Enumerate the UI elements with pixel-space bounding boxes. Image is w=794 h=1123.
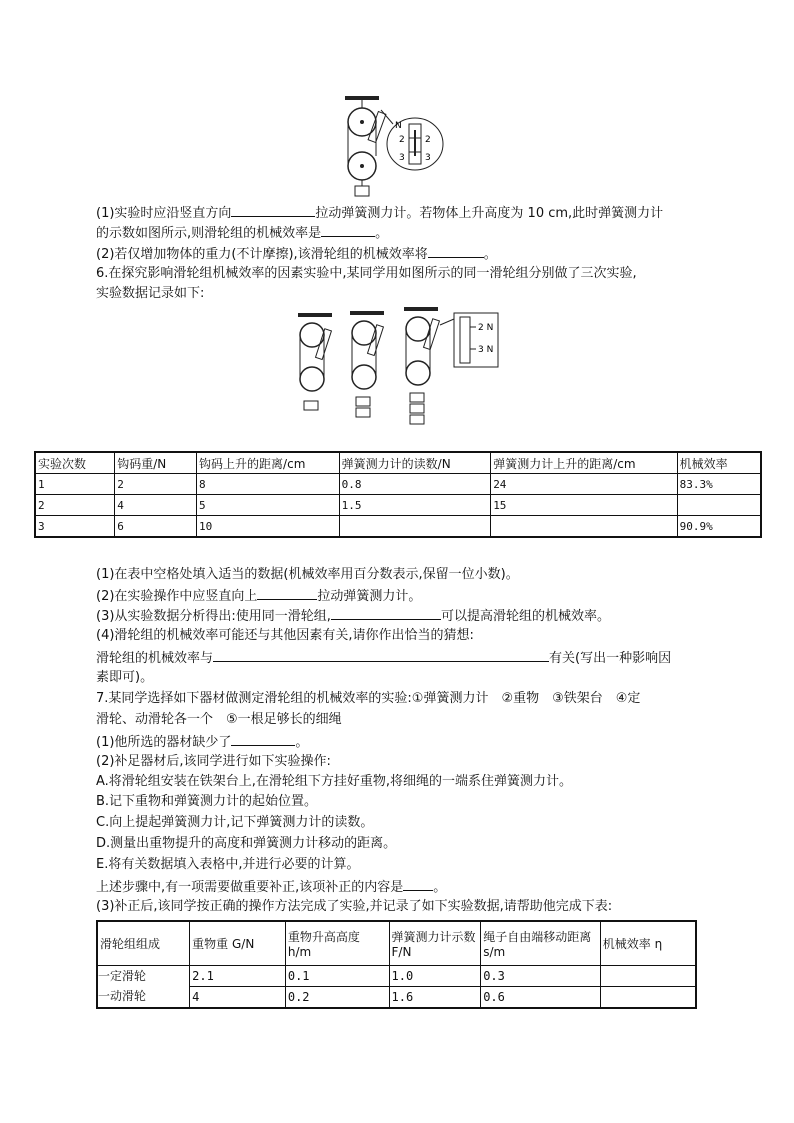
table-row [97,965,696,986]
q6-header-reading: 弹簧测力计的读数/N [339,452,491,474]
q5-part1-line2 [96,222,388,244]
q7-header-efficiency: 机械效率 η [600,921,696,965]
q6-stem-line2: 实验数据记录如下: [96,286,205,301]
table-cell: 1.5 [339,495,491,516]
q7-blank-missing[interactable] [231,731,295,746]
fig1-tick-2: 2 [399,135,405,145]
table-cell-blank[interactable] [600,986,696,1008]
q6-part2-text: (2)在实验操作中应竖直向上 [96,589,258,604]
q7-header-weight: 重物重 G/N [190,921,286,965]
q6-blank-factor[interactable] [213,647,549,662]
q6-data-table [34,451,762,538]
q6-part3-text: (3)从实验数据分析得出:使用同一滑轮组, [96,609,331,624]
q7-fix-text: 上述步骤中,有一项需要做重要补正,该项补正的内容是 [96,880,404,895]
table-cell: 4 [190,986,286,1008]
table-cell: 0.1 [285,965,389,986]
table-cell: 10 [197,516,340,538]
q7-group-cell [97,965,190,1008]
pulley-figure-2 [290,305,500,433]
table-cell: 24 [491,474,677,495]
fig1-n-label: N [395,121,402,131]
table-cell: 1.0 [389,965,481,986]
q5-part2-line [96,243,497,265]
table-cell: 2 [35,495,115,516]
q7-fix [96,876,446,898]
q5-part2-text: (2)若仅增加物体的重力(不计摩擦),该滑轮组的机械效率将 [96,247,428,262]
table-row [35,495,761,516]
table-row [35,474,761,495]
q6-part1: (1)在表中空格处填入适当的数据(机械效率用百分数表示,保留一位小数)。 [96,567,519,582]
table-cell: 2 [115,474,197,495]
table-cell-blank[interactable] [339,516,491,538]
q6-stem-line1: 6.在探究影响滑轮组机械效率的因素实验中,某同学用如图所示的同一滑轮组分别做了三次实验, [96,266,637,281]
q7-part1 [96,731,308,753]
q7-header-reading: 弹簧测力计示数 F/N [389,921,481,965]
table-cell-blank[interactable] [600,965,696,986]
q7-group-movable: 一动滑轮 [98,989,147,1003]
q5-blank-efficiency[interactable] [321,222,375,237]
fig2-scale-3n: 3 N [478,345,494,355]
q7-step-a: A.将滑轮组安装在铁架台上,在滑轮组下方挂好重物,将细绳的一端系住弹簧测力计。 [96,774,573,789]
q7-data-table [96,920,697,1009]
q6-part3-text-b: 可以提高滑轮组的机械效率。 [440,609,610,624]
q6-header-rise: 钩码上升的距离/cm [197,452,340,474]
q7-step-c: C.向上提起弹簧测力计,记下弹簧测力计的读数。 [96,815,374,830]
q7-step-e: E.将有关数据填入表格中,并进行必要的计算。 [96,857,360,872]
q6-part4-end: 素即可)。 [96,670,154,685]
q6-header-efficiency: 机械效率 [677,452,761,474]
table-cell: 83.3% [677,474,761,495]
q7-stem-line1: 7.某同学选择如下器材做测定滑轮组的机械效率的实验:①弹簧测力计 ②重物 ③铁架台 ④定 [96,691,641,706]
fig2-scale-2n: 2 N [478,323,494,333]
table-cell: 2.1 [190,965,286,986]
q6-blank-motion[interactable] [257,585,317,600]
q7-part1-end: 。 [295,735,309,750]
q7-stem-line2: 滑轮、动滑轮各一个 ⑤一根足够长的细绳 [96,712,342,727]
q7-fix-end: 。 [433,880,447,895]
fig1-tick-3-right: 3 [425,153,431,163]
q5-blank-change[interactable] [428,243,484,258]
table-cell: 4 [115,495,197,516]
q5-blank-direction[interactable] [231,202,315,217]
table-cell: 5 [197,495,340,516]
q5-part1-text-c: 的示数如图所示,则滑轮组的机械效率是 [96,226,322,241]
table-cell: 6 [115,516,197,538]
pulley-figure-1 [335,94,455,198]
q6-part2-text-b: 拉动弹簧测力计。 [317,589,422,604]
table-cell: 1 [35,474,115,495]
q6-table-header-row [35,452,761,474]
table-cell: 0.3 [481,965,601,986]
q6-header-weight: 钩码重/N [115,452,197,474]
q7-blank-fix[interactable] [403,876,433,891]
fig1-tick-2-right: 2 [425,135,431,145]
q6-part4-text-b: 有关(写出一种影响因 [549,651,672,666]
table-cell: 8 [197,474,340,495]
table-cell: 0.2 [285,986,389,1008]
q6-part2 [96,585,421,607]
q5-part1-end: 。 [375,226,389,241]
q6-part4-text: 滑轮组的机械效率与 [96,651,214,666]
table-cell: 1.6 [389,986,481,1008]
q7-group-fixed: 一定滑轮 [98,969,147,983]
table-cell-blank[interactable] [491,516,677,538]
table-cell: 15 [491,495,677,516]
table-cell: 0.8 [339,474,491,495]
q7-table-header-row [97,921,696,965]
q7-step-b: B.记下重物和弹簧测力计的起始位置。 [96,794,318,809]
q6-header-trial: 实验次数 [35,452,115,474]
q7-part2: (2)补足器材后,该同学进行如下实验操作: [96,754,331,769]
q7-header-composition: 滑轮组组成 [97,921,190,965]
table-row [35,516,761,538]
table-cell: 90.9% [677,516,761,538]
q6-header-pull-distance: 弹簧测力计上升的距离/cm [491,452,677,474]
q5-part1-line1 [96,202,663,224]
q6-part4: (4)滑轮组的机械效率可能还与其他因素有关,请你作出恰当的猜想: [96,628,474,643]
q6-part3 [96,605,610,627]
q7-part1-text: (1)他所选的器材缺少了 [96,735,232,750]
q7-header-distance: 绳子自由端移动距离 s/m [481,921,601,965]
q5-part1-text: (1)实验时应沿竖直方向 [96,206,232,221]
fig1-tick-3: 3 [399,153,405,163]
q6-part4-answer [96,647,671,669]
q7-part3: (3)补正后,该同学按正确的操作方法完成了实验,并记录了如下实验数据,请帮助他完成下表: [96,899,613,914]
table-cell-blank[interactable] [677,495,761,516]
table-cell: 0.6 [481,986,601,1008]
q7-step-d: D.测量出重物提升的高度和弹簧测力计移动的距离。 [96,836,397,851]
q5-part2-end: 。 [483,247,497,262]
q5-part1-text-b: 拉动弹簧测力计。若物体上升高度为 10 cm,此时弹簧测力计 [315,206,664,221]
table-cell: 3 [35,516,115,538]
q6-blank-method[interactable] [331,605,441,620]
q7-header-height: 重物升高高度 h/m [285,921,389,965]
